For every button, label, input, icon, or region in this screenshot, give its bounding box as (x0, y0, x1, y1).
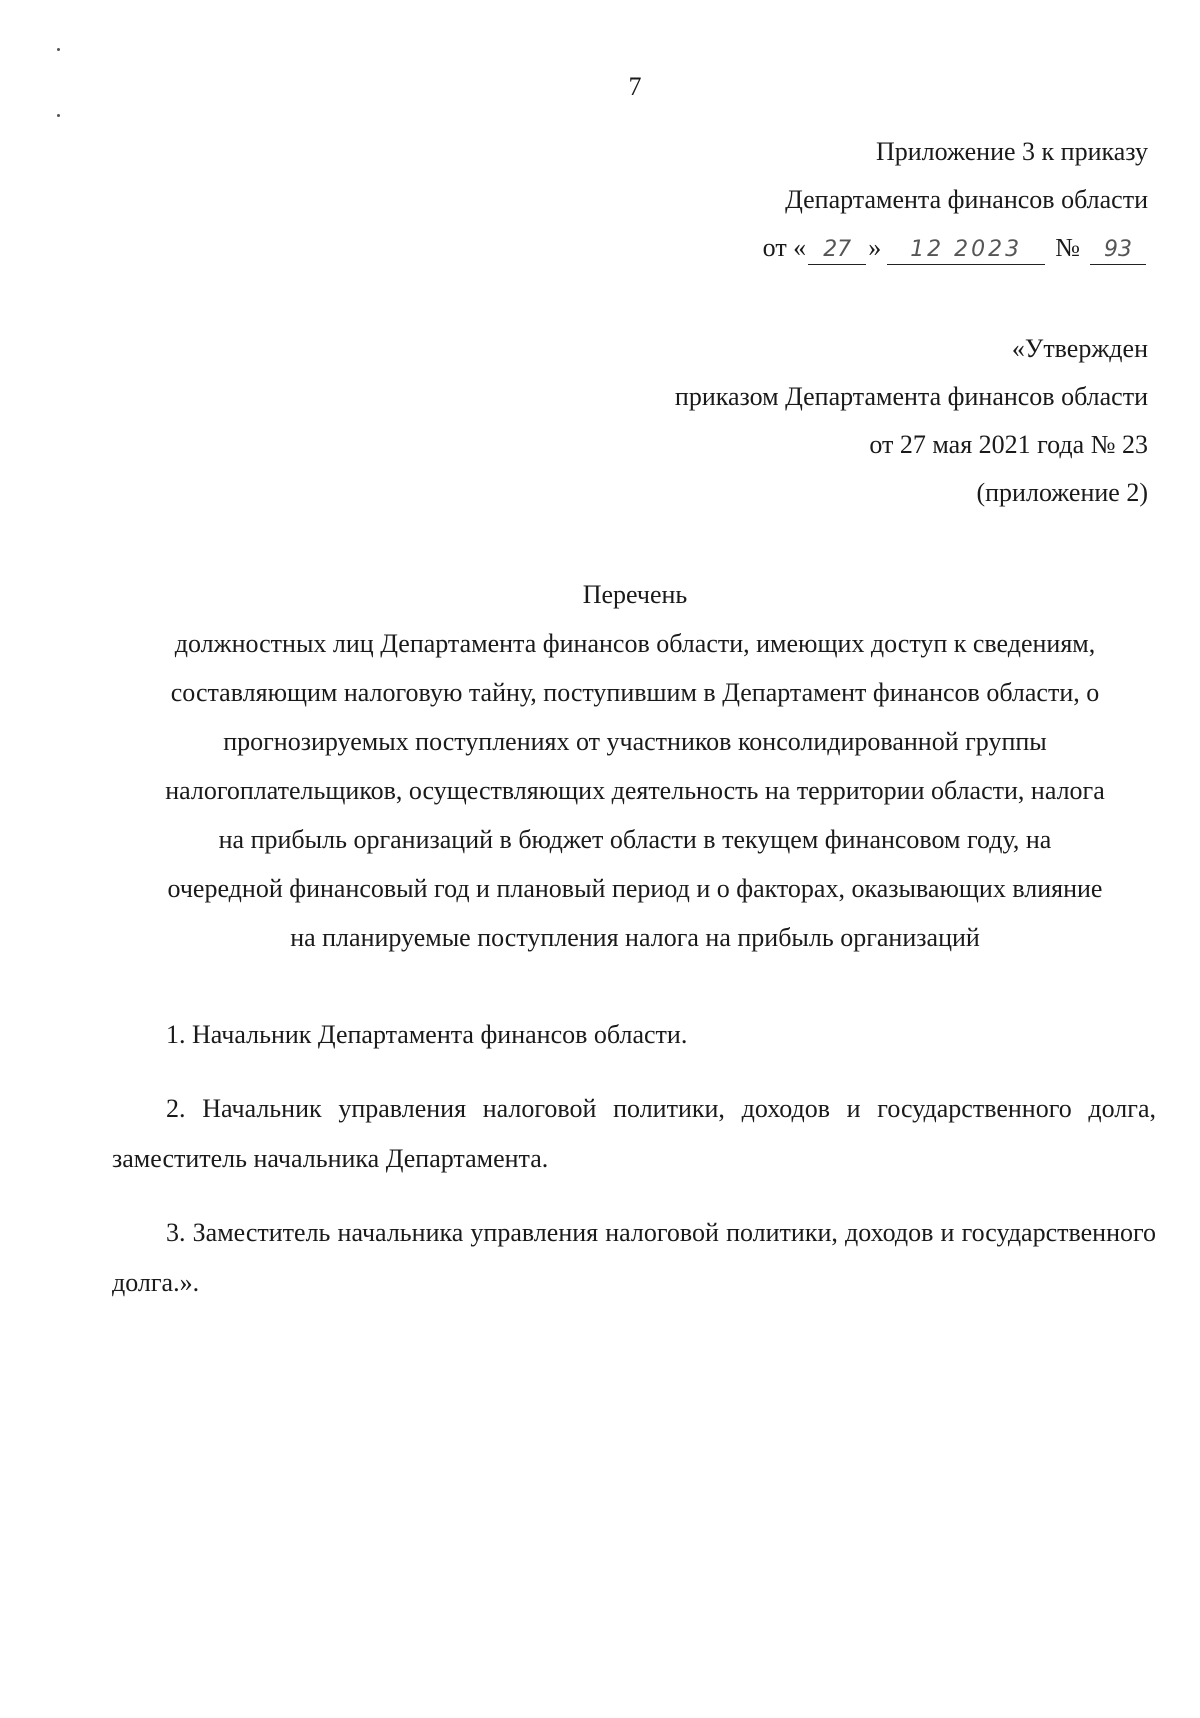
document-title (100, 570, 1170, 962)
number-sign: № (1055, 233, 1080, 262)
date-quote-close: » (868, 233, 882, 262)
date-prefix: от « (762, 233, 807, 262)
annex-header (448, 128, 1148, 272)
title-line: на планируемые поступления налога на прибыль организаций (290, 923, 980, 952)
annex-title: Приложение 3 к приказу (875, 137, 1148, 166)
list-item: 2. Начальник управления налоговой политики, доходов и государственного долга, заместитель начальника Департамента. (112, 1094, 1156, 1173)
title-line: составляющим налоговую тайну, поступившим в Департамент финансов области, о (170, 678, 1100, 707)
list-item: 3. Заместитель начальника управления налоговой политики, доходов и государственного долга.». (112, 1218, 1156, 1297)
scan-speck (57, 114, 60, 117)
position-list (112, 1010, 1156, 1332)
title-line: должностных лиц Департамента финансов области, имеющих доступ к сведениям, (174, 629, 1096, 658)
handwritten-day: 27 (808, 236, 866, 265)
handwritten-month-year: 12 2023 (887, 236, 1045, 265)
approved-line-2: приказом Департамента финансов области (674, 382, 1148, 411)
page-number: 7 (628, 72, 642, 101)
title-line: очередной финансовый год и плановый период и о факторах, оказывающих влияние (167, 874, 1103, 903)
list-item: 1. Начальник Департамента финансов области. (166, 1020, 688, 1049)
title-line: налогоплательщиков, осуществляющих деятельность на территории области, налога (165, 776, 1105, 805)
approved-stamp-text (448, 325, 1148, 517)
title-line: прогнозируемых поступлениях от участников консолидированной группы (223, 727, 1047, 756)
approved-line-1: «Утвержден (1011, 334, 1148, 363)
title-heading: Перечень (582, 580, 688, 609)
title-line: на прибыль организаций в бюджет области в текущем финансовом году, на (218, 825, 1052, 854)
handwritten-number: 93 (1090, 236, 1146, 265)
scan-speck (57, 48, 60, 51)
annex-department: Департамента финансов области (785, 185, 1148, 214)
approved-line-4: (приложение 2) (976, 478, 1148, 507)
annex-date-line (448, 224, 1148, 272)
approved-line-3: от 27 мая 2021 года № 23 (869, 430, 1148, 459)
